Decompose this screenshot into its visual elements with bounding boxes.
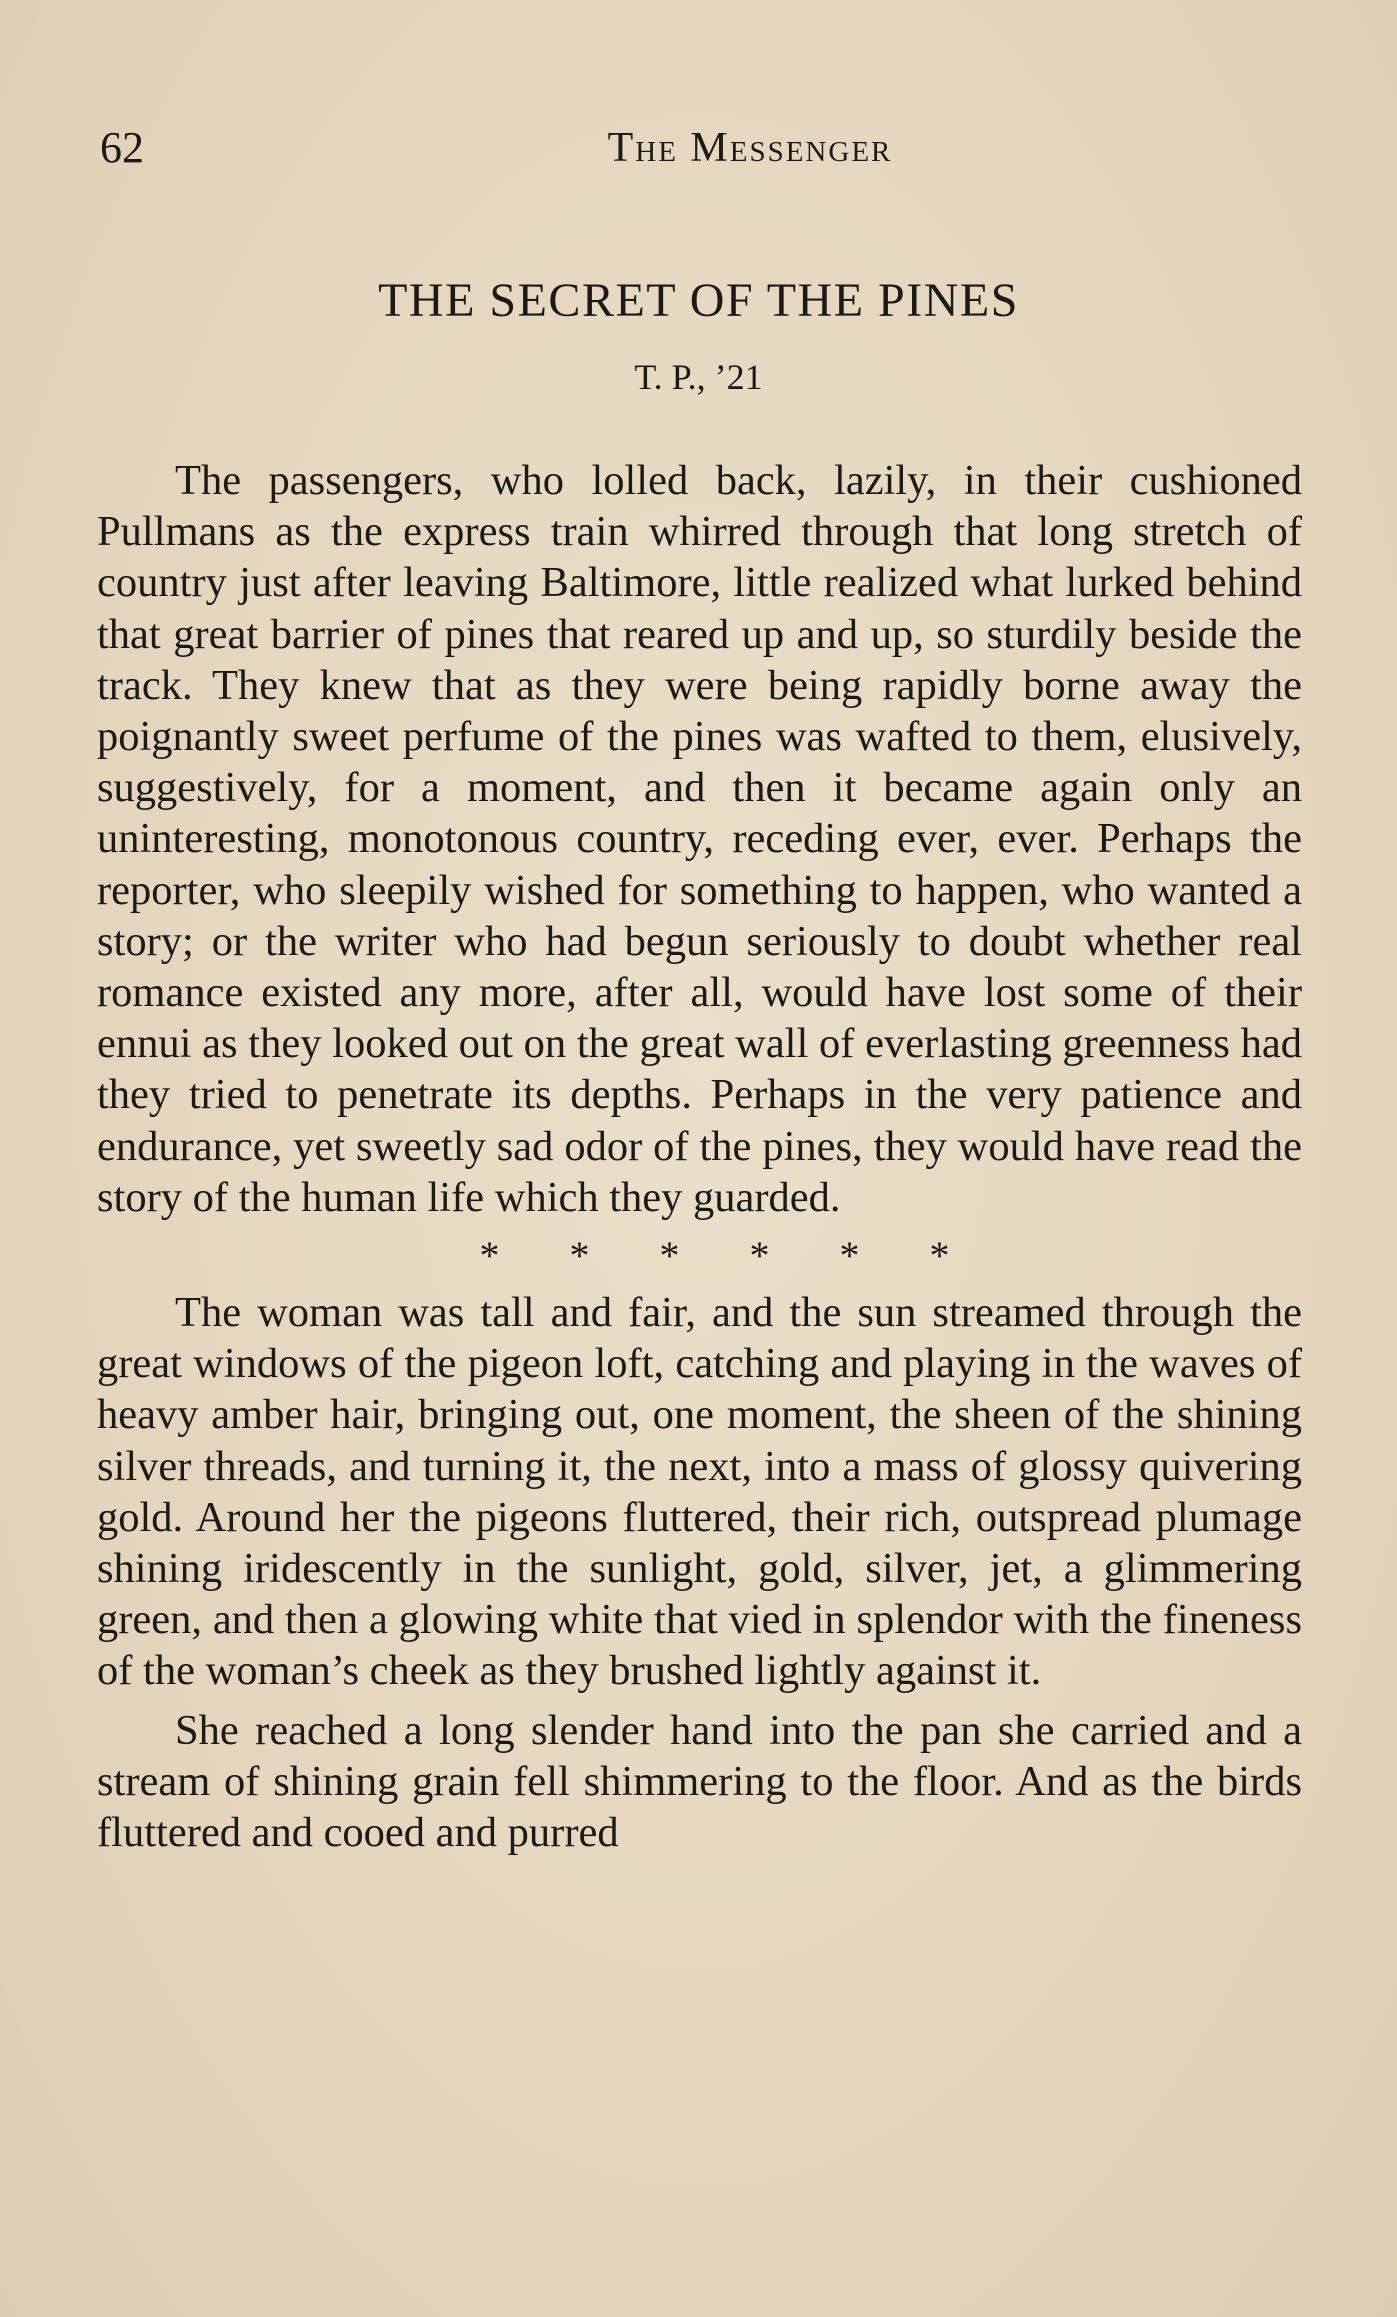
running-head	[100, 118, 1300, 178]
page-number: 62	[100, 123, 144, 172]
article-title: THE SECRET OF THE PINES	[378, 274, 1019, 327]
section-separator: * * * * * *	[479, 1233, 950, 1279]
paragraph-3: She reached a long slender hand into the pan she carried and a stream of shining grain fell shimmering to the floor. And as the birds fluttered and cooed and purred	[97, 1706, 1302, 1857]
article-byline: T. P., ’21	[634, 357, 763, 397]
article-body	[97, 455, 1302, 1858]
paragraph-1: The passengers, who lolled back, lazily, in their cushioned Pullmans as the express train whirred through that long stretch of country just after leaving Baltimore, little realized what lurked behind that great barrier of pines that reared up and up, so sturdily beside the track. They knew that as they were being rapidly borne away the poignantly sweet perfume of the pines was wafted to them, elusively, suggestively, for a moment, and then it became again only an uninteresting, monotonous country, receding ever, ever. Perhaps the reporter, who sleepily wished for something to happen, who wanted a story; or the writer who had begun seriously to doubt whether real romance existed any more, after all, would have lost some of their ennui as they looked out on the great wall of everlasting greenness had they tried to penetrate its depths. Perhaps in the very patience and endurance, yet sweetly sad odor of the pines, they would have read the story of the human life which they guarded.	[97, 457, 1302, 1221]
paragraph-2: The woman was tall and fair, and the sun streamed through the great windows of the pigeon loft, catching and playing in the waves of heavy amber hair, bringing out, one moment, the sheen of the shining silver threads, and turning it, the next, into a mass of glossy quivering gold. Around her the pigeons fluttered, their rich, outspread plumage shining iridescently in the sunlight, gold, silver, jet, a glimmering green, and then a glowing white that vied in splendor with the fineness of the woman’s cheek as they brushed lightly against it.	[97, 1289, 1302, 1695]
journal-title: The Messenger	[607, 125, 893, 171]
